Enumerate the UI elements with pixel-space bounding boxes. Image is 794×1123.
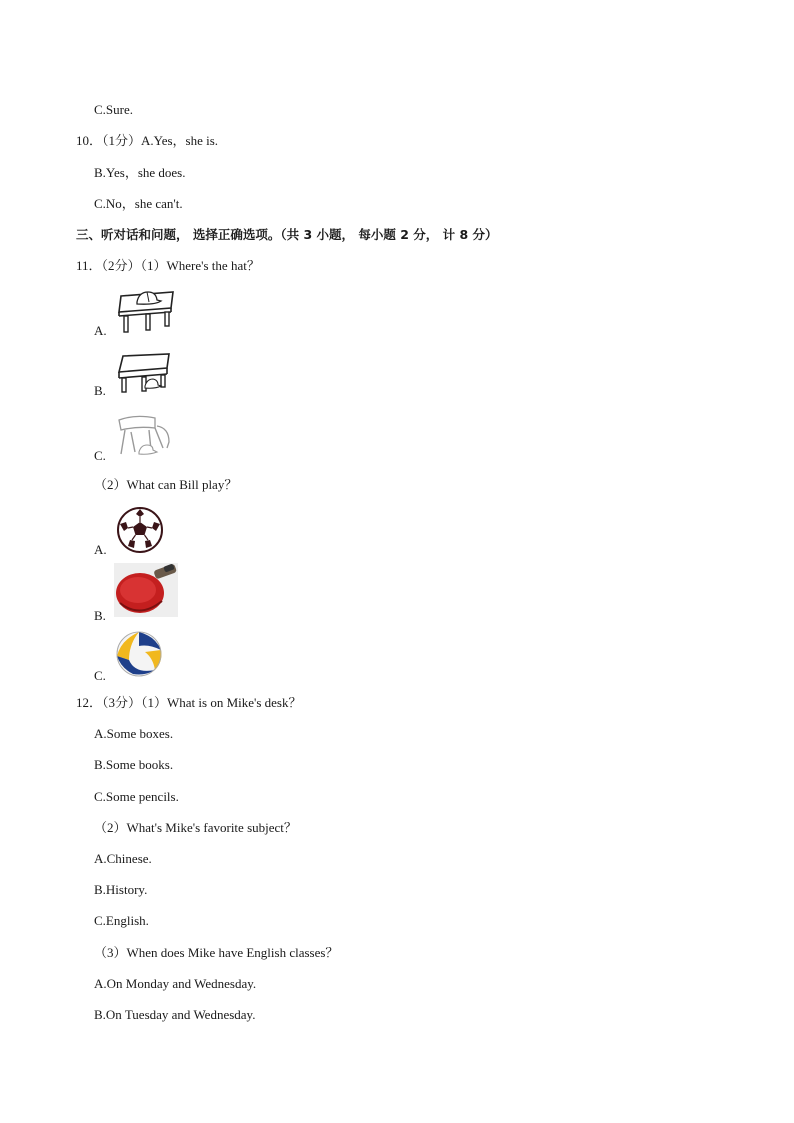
q12-3-option-b: B.On Tuesday and Wednesday. — [94, 1007, 256, 1022]
q12-sub2-question: （2）What's Mike's favorite subject？ — [94, 820, 297, 835]
q12-2-option-c: C.English. — [94, 913, 149, 928]
q11-1-label-b: B. — [94, 383, 106, 398]
q12-sub3-question: （3）When does Mike have English classes？ — [94, 945, 339, 960]
q10-option-c: C.No，she can't. — [94, 196, 183, 211]
q11-stem: 11．（2分）（1）Where's the hat？ — [76, 258, 260, 273]
ping-pong-paddle-image — [114, 563, 178, 617]
volleyball-image — [115, 630, 163, 678]
q11-sub2-question: （2）What can Bill play？ — [94, 477, 238, 492]
hat-under-table-image — [115, 350, 173, 396]
q12-2-option-a: A.Chinese. — [94, 851, 152, 866]
soccer-ball-image — [116, 506, 164, 554]
q12-1-option-b: B.Some books. — [94, 757, 174, 772]
q12-3-option-a: A.On Monday and Wednesday. — [94, 976, 257, 991]
hat-under-chair-image — [115, 412, 173, 460]
q12-stem: 12．（3分）（1）What is on Mike's desk？ — [76, 695, 302, 710]
q9-option-c: C.Sure. — [94, 102, 133, 117]
q11-1-label-c: C. — [94, 448, 106, 463]
q11-2-label-c: C. — [94, 668, 106, 683]
q12-2-option-b: B.History. — [94, 882, 148, 897]
q10-option-b: B.Yes，she does. — [94, 165, 186, 180]
q12-1-option-a: A.Some boxes. — [94, 726, 174, 741]
q11-1-label-a: A. — [94, 323, 107, 338]
hat-on-table-image — [115, 286, 177, 336]
q12-1-option-c: C.Some pencils. — [94, 789, 179, 804]
q11-2-label-a: A. — [94, 542, 107, 557]
q10-stem: 10．（1分）A.Yes，she is. — [76, 133, 219, 148]
q11-2-label-b: B. — [94, 608, 106, 623]
section-heading: 三、听对话和问题， 选择正确选项。（共 3 小题， 每小题 2 分， 计 8 分） — [76, 227, 498, 242]
